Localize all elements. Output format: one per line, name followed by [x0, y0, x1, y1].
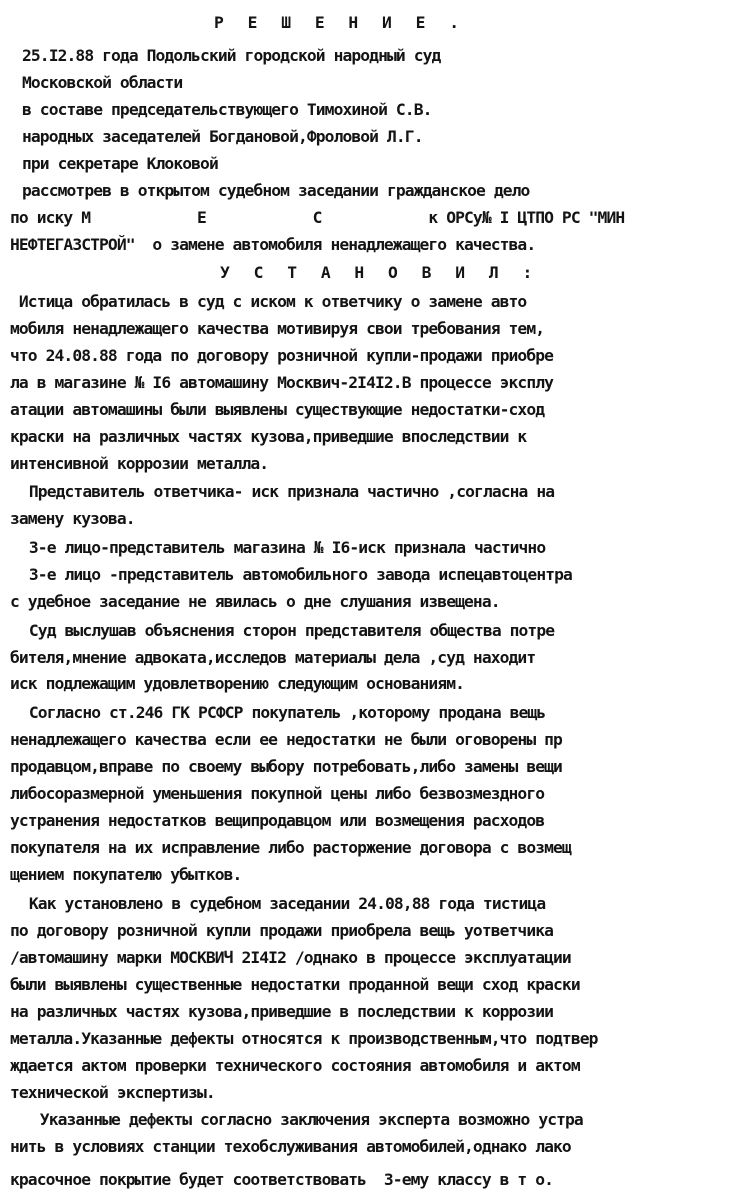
- document-title: Р Е Ш Е Н И Е .: [214, 13, 467, 32]
- body-line: либосоразмерной уменьшения покупной цены либо безвозмездного: [10, 784, 545, 803]
- body-line: были выявлены существенные недостатки проданной вещи сход краски: [10, 975, 580, 994]
- body-line: покупателя на их исправление либо расторжение договора с возмещ: [10, 838, 571, 857]
- body-line: ла в магазине № I6 автомашину Москвич-2I4I2.В процессе эксплу: [10, 373, 554, 392]
- body-line: Суд выслушав объяснения сторон представителя общества потре: [20, 621, 555, 640]
- body-line: 3-е лицо-представитель магазина № I6-иск признала частично: [20, 538, 546, 557]
- body-line: технической экспертизы.: [10, 1083, 215, 1102]
- body-line: с удебное заседание не явилась о дне слушания извещена.: [10, 592, 500, 611]
- header-line-claim: по иску М Е С к ОРСу№ I ЦТПО РС "МИН: [10, 208, 625, 227]
- body-line: Согласно ст.246 ГК РСФСР покупатель ,которому продана вещь: [20, 703, 546, 722]
- body-line: красочное покрытие будет соответствовать 3-ему классу в т о.: [10, 1170, 554, 1189]
- body-line: Указанные дефекты согласно заключения эксперта возможно устра: [22, 1110, 583, 1129]
- header-line-presiding-judge: в составе председательствующего Тимохиной С.В.: [22, 100, 432, 119]
- body-line: что 24.08.88 года по договору розничной купли-продажи приобре: [10, 346, 554, 365]
- body-line: Как установлено в судебном заседании 24.08,88 года тистица: [20, 894, 546, 913]
- body-line: по договору розничной купли продажи приобрела вещь уответчика: [10, 921, 554, 940]
- body-line: краски на различных частях кузова,приведшие впоследствии к: [10, 427, 527, 446]
- body-line: Истица обратилась в суд с иском к ответчику о замене авто: [10, 292, 527, 311]
- body-line: Представитель ответчика- иск признала частично ,согласна на: [20, 482, 555, 501]
- header-line-region: Московской области: [22, 73, 183, 92]
- body-line: 3-е лицо -представитель автомобильного завода испецавтоцентра: [20, 565, 572, 584]
- body-line: бителя,мнение адвоката,исследов материалы дела ,суд находит: [10, 648, 536, 667]
- body-line: щением покупателю убытков.: [10, 865, 242, 884]
- header-line-assessors: народных заседателей Богдановой,Фроловой Л.Г.: [22, 127, 423, 146]
- body-line: замену кузова.: [10, 509, 135, 528]
- header-line-case: рассмотрев в открытом судебном заседании гражданское дело: [22, 181, 530, 200]
- body-line: ненадлежащего качества если ее недостатки не были оговорены пр: [10, 730, 562, 749]
- body-line: на различных частях кузова,приведшие в последствии к коррозии: [10, 1002, 554, 1021]
- body-line: продавцом,вправе по своему выбору потребовать,либо замены вещи: [10, 757, 562, 776]
- body-line: устранения недостатков вещипродавцом или возмещения расходов: [10, 811, 545, 830]
- header-line-date-court: 25.I2.88 года Подольский городской народный суд: [22, 46, 441, 65]
- body-line: мобиля ненадлежащего качества мотивируя свои требования тем,: [10, 319, 545, 338]
- body-line: нить в условиях станции техобслуживания автомобилей,однако лако: [10, 1137, 571, 1156]
- header-line-subject: НЕФТЕГАЗСТРОЙ" о замене автомобиля ненадлежащего качества.: [10, 235, 536, 254]
- header-line-secretary: при секретаре Клоковой: [22, 154, 218, 173]
- body-line: ждается актом проверки технического состояния автомобиля и актом: [10, 1056, 580, 1075]
- section-heading-established: У С Т А Н О В И Л :: [220, 263, 540, 282]
- body-line: иск подлежащим удовлетворению следующим основаниям.: [10, 674, 465, 693]
- body-line: металла.Указанные дефекты относятся к производственным,что подтвер: [10, 1029, 598, 1048]
- body-line: интенсивной коррозии металла.: [10, 454, 269, 473]
- body-line: /автомашину марки МОСКВИЧ 2I4I2 /однако в процессе эксплуатации: [10, 948, 571, 967]
- body-line: атации автомашины были выявлены существующие недостатки-сход: [10, 400, 545, 419]
